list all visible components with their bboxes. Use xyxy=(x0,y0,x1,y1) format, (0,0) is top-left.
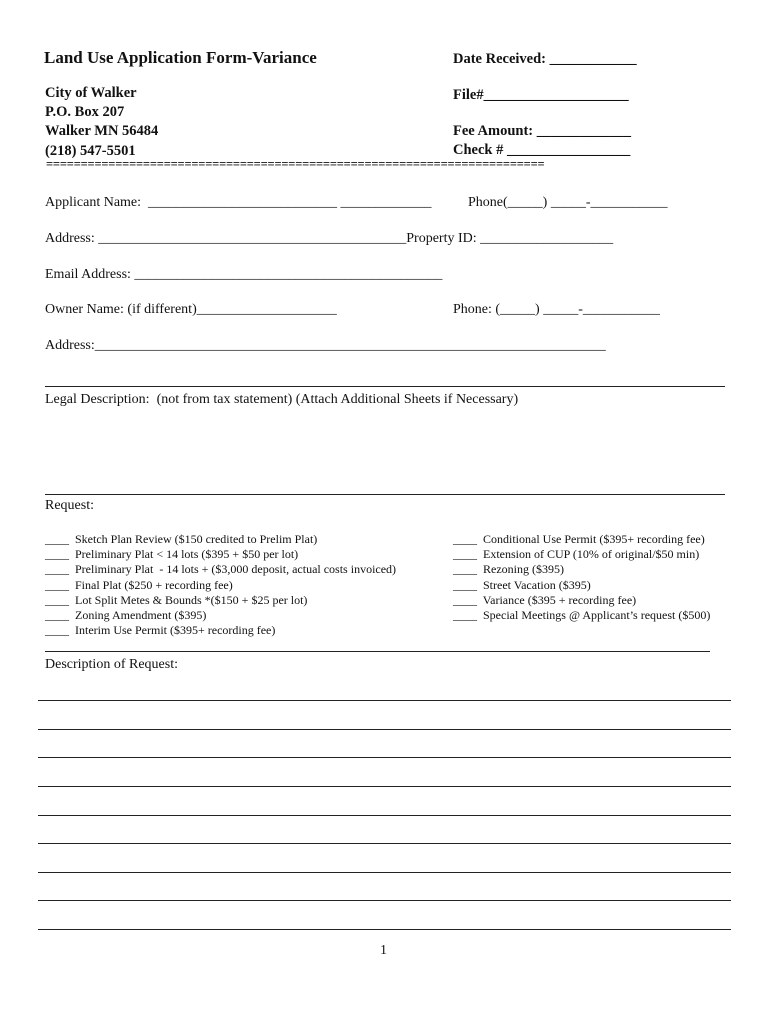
city-name: City of Walker xyxy=(45,85,137,101)
request-options-left xyxy=(45,532,396,638)
description-line-8[interactable] xyxy=(38,900,731,901)
request-label: Request: xyxy=(45,498,94,513)
request-option-interim-use-permit[interactable]: ____ Interim Use Permit ($395+ recording fee) xyxy=(45,623,276,638)
request-option-preliminary-plat-large[interactable]: ____ Preliminary Plat - 14 lots + ($3,000 deposit, actual costs invoiced) xyxy=(45,562,397,577)
description-line-6[interactable] xyxy=(38,843,731,844)
applicant-name-field[interactable]: Applicant Name: ___________________________ _____________ xyxy=(45,195,432,210)
description-line-4[interactable] xyxy=(38,786,731,787)
email-field[interactable]: Email Address: ____________________________________________ xyxy=(45,267,443,282)
description-line-7[interactable] xyxy=(38,872,731,873)
request-option-extension-of-cup[interactable]: ____ Extension of CUP (10% of original/$50 min) xyxy=(453,547,700,562)
request-option-rezoning[interactable]: ____ Rezoning ($395) xyxy=(453,562,564,577)
date-received-field[interactable]: Date Received: ____________ xyxy=(453,51,637,67)
request-option-preliminary-plat-small[interactable]: ____ Preliminary Plat < 14 lots ($395 + $50 per lot) xyxy=(45,547,299,562)
description-line-1[interactable] xyxy=(38,700,731,701)
request-divider xyxy=(45,651,710,652)
description-line-3[interactable] xyxy=(38,757,731,758)
request-option-sketch-plan[interactable]: ____ Sketch Plan Review ($150 credited to Prelim Plat) xyxy=(45,532,318,546)
address-line-2[interactable] xyxy=(45,386,725,387)
applicant-phone-field[interactable]: Phone(_____) _____-___________ xyxy=(468,195,668,210)
description-line-9[interactable] xyxy=(38,929,731,930)
description-line-2[interactable] xyxy=(38,729,731,730)
city-phone: (218) 547-5501 xyxy=(45,143,136,159)
request-option-conditional-use-permit[interactable]: ____ Conditional Use Permit ($395+ recording fee) xyxy=(453,532,705,546)
legal-description-label: Legal Description: (not from tax statement) (Attach Additional Sheets if Necessary) xyxy=(45,392,519,407)
page-number: 1 xyxy=(380,943,387,958)
city-state-zip: Walker MN 56484 xyxy=(45,123,159,139)
owner-phone-field[interactable]: Phone: (_____) _____-___________ xyxy=(453,302,660,317)
request-option-special-meetings[interactable]: ____ Special Meetings @ Applicant’s request ($500) xyxy=(453,608,711,623)
header-separator: ======================================================================== xyxy=(46,157,545,171)
request-option-variance[interactable]: ____ Variance ($395 + recording fee) xyxy=(453,592,637,607)
request-options-right xyxy=(453,532,710,623)
request-option-street-vacation[interactable]: ____ Street Vacation ($395) xyxy=(453,577,591,592)
request-option-final-plat[interactable]: ____ Final Plat ($250 + recording fee) xyxy=(45,577,233,592)
file-number-field[interactable]: File#____________________ xyxy=(453,87,629,103)
owner-name-field[interactable]: Owner Name: (if different)____________________ xyxy=(45,302,337,317)
address-field[interactable]: Address: ____________________________________________Property ID: ___________________ xyxy=(45,231,614,246)
po-box: P.O. Box 207 xyxy=(45,104,125,120)
check-number-field[interactable]: Check # _________________ xyxy=(453,142,631,158)
fee-amount-field[interactable]: Fee Amount: _____________ xyxy=(453,123,632,139)
owner-address-field[interactable]: Address:_________________________________________________________________________ xyxy=(45,338,606,353)
form-title: Land Use Application Form-Variance xyxy=(44,48,317,67)
description-label: Description of Request: xyxy=(45,657,178,672)
description-line-5[interactable] xyxy=(38,815,731,816)
legal-description-divider xyxy=(45,494,725,495)
request-option-zoning-amendment[interactable]: ____ Zoning Amendment ($395) xyxy=(45,608,207,623)
request-option-lot-split[interactable]: ____ Lot Split Metes & Bounds *($150 + $25 per lot) xyxy=(45,592,308,607)
